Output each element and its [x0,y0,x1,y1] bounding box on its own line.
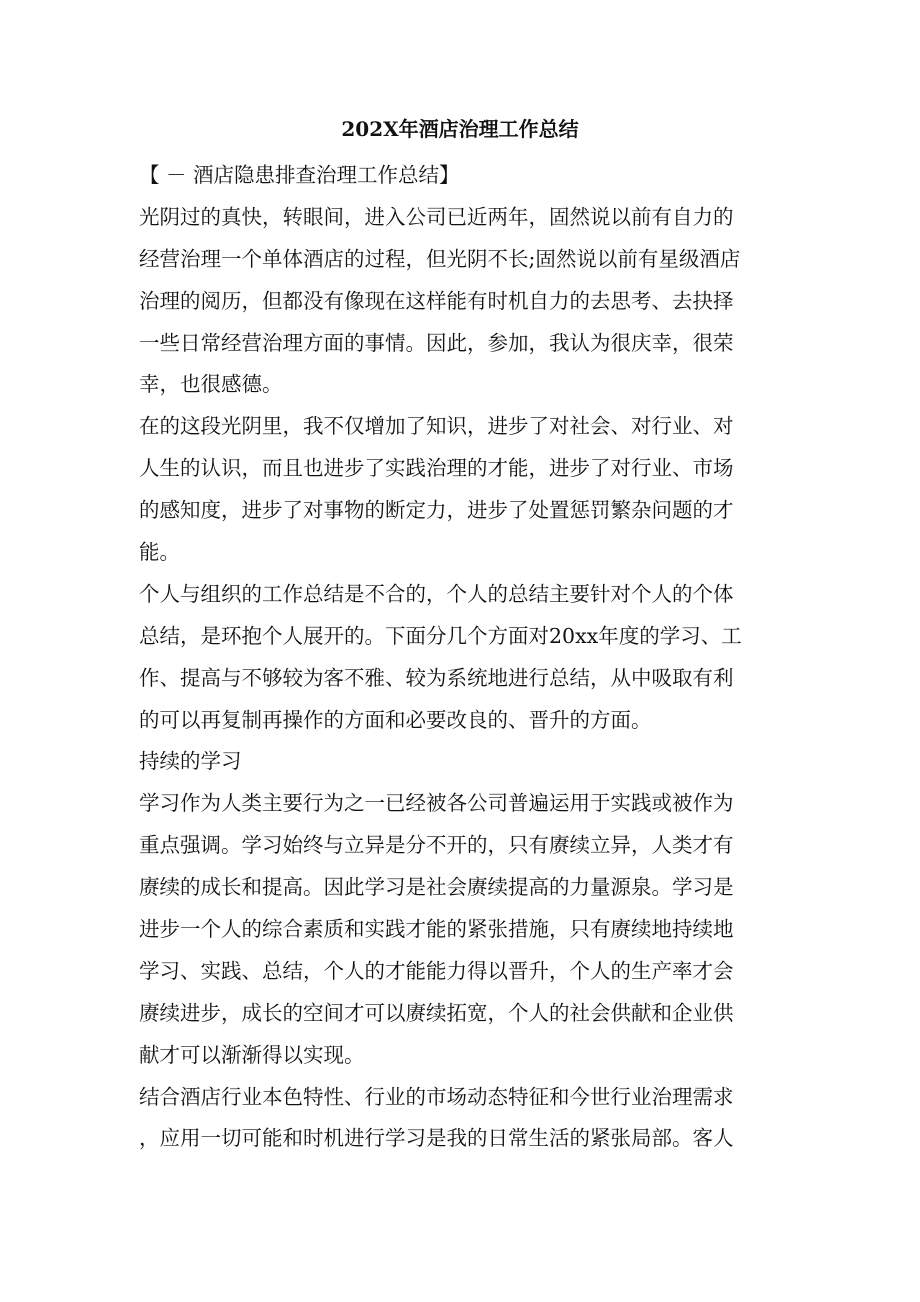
text-line: 幸，也很感德。 [139,372,283,397]
text-line: 赓续进步，成长的空间才可以赓续拓宽，个人的社会供献和企业供 [139,1000,734,1025]
text-line: 学习作为人类主要行为之一已经被各公司普遍运用于实践或被作为 [139,791,734,816]
text-line: 进步一个人的综合素质和实践才能的紧张措施，只有赓续地持续地 [139,917,734,942]
text-line: 重点强调。学习始终与立异是分不开的，只有赓续立异，人类才有 [139,833,734,858]
text-line: 一些日常经营治理方面的事情。因此，参加，我认为很庆幸，很荣 [139,330,734,355]
text-line: 的可以再复制再操作的方面和必要改良的、晋升的方面。 [139,707,652,732]
text-line: 治理的阅历，但都没有像现在这样能有时机自力的去思考、去抉择 [139,288,734,313]
text-line: 经营治理一个单体酒店的过程，但光阴不长;固然说以前有星级酒店 [139,246,741,271]
text-line: 持续的学习 [139,749,242,774]
text-line: 的感知度，进步了对事物的断定力，进步了处置惩罚繁杂问题的才 [139,498,734,523]
text-line: 学习、实践、总结，个人的才能能力得以晋升，个人的生产率才会 [139,958,734,983]
text-line: 能。 [139,540,180,565]
document-title: 202X年酒店治理工作总结 [341,117,579,141]
text-line: 献才可以渐渐得以实现。 [139,1042,365,1067]
document-body [139,155,781,1160]
text-line: 结合酒店行业本色特性、行业的市场动态特征和今世行业治理需求 [139,1084,734,1109]
text-line: 个人与组织的工作总结是不合的，个人的总结主要针对个人的个体 [139,581,734,606]
text-line: 人生的认识，而且也进步了实践治理的才能，进步了对行业、市场 [139,456,734,481]
text-line: 总结，是环抱个人展开的。下面分几个方面对20xx年度的学习、工 [139,623,742,648]
text-line: 作、提高与不够较为客不雅、较为系统地进行总结，从中吸取有利 [139,665,734,690]
text-line: 光阴过的真快，转眼间，进入公司已近两年，固然说以前有自力的 [139,204,734,229]
text-line: ，应用一切可能和时机进行学习是我的日常生活的紧张局部。客人 [139,1126,734,1151]
text-line: 【 － 酒店隐患排查治理工作总结】 [139,163,460,187]
text-line: 在的这段光阴里，我不仅增加了知识，进步了对社会、对行业、对 [139,414,734,439]
text-line: 赓续的成长和提高。因此学习是社会赓续提高的力量源泉。学习是 [139,875,734,900]
